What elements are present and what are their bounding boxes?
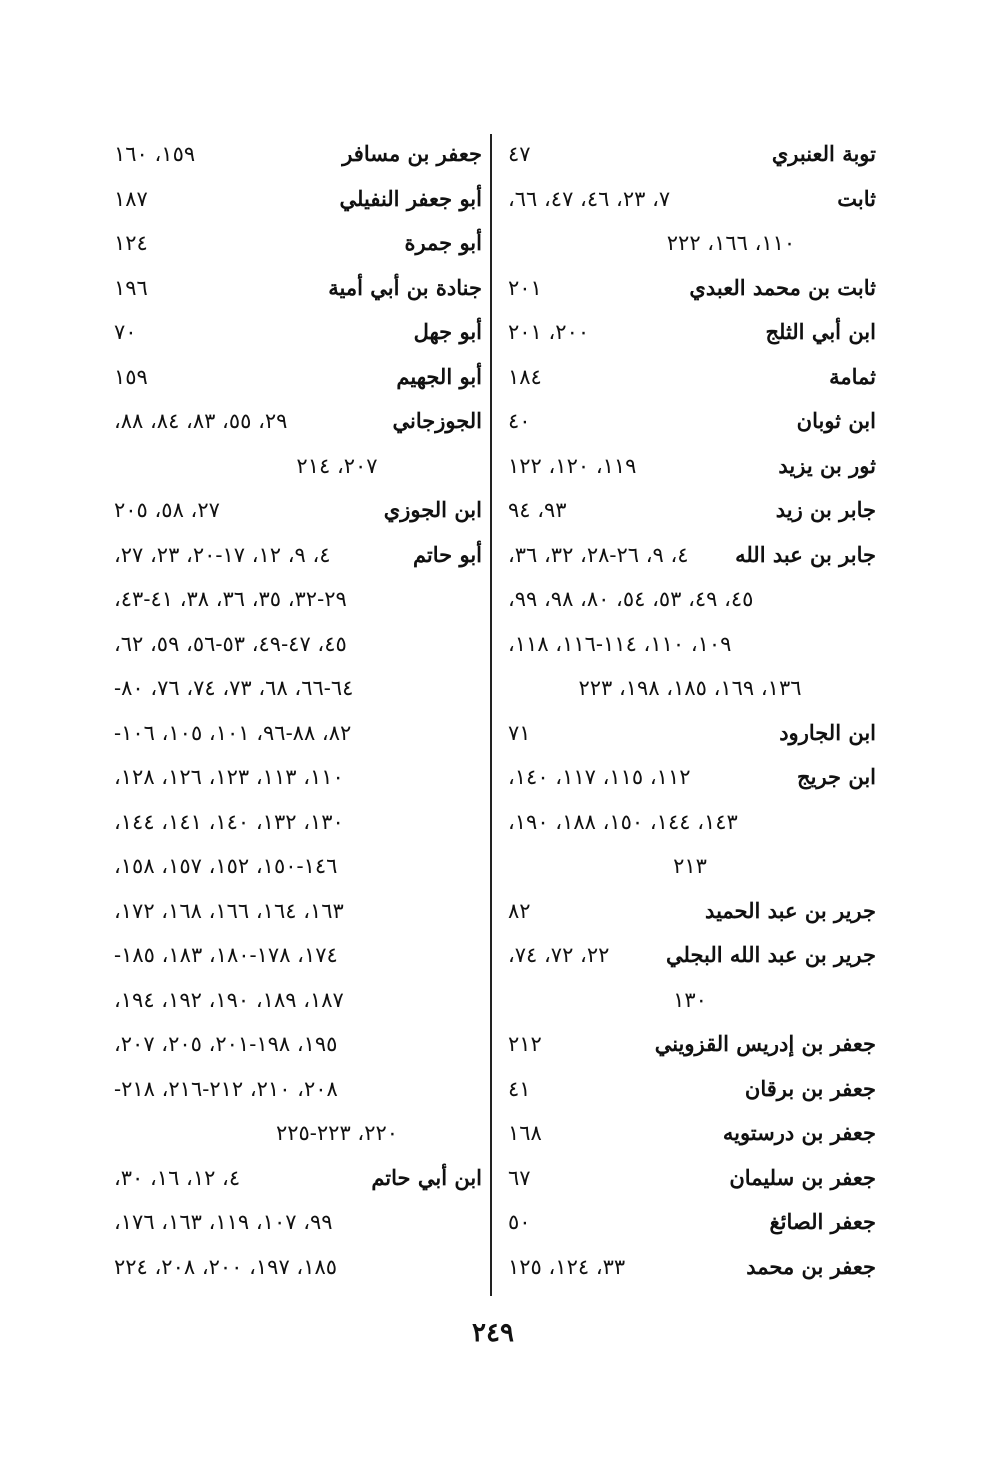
index-entry [494,1156,876,1201]
entry-pages: ١٣٠ [673,987,707,1012]
index-entry [100,266,482,311]
entry-pages: ١١٠، ١١٣، ١٢٣، ١٢٦، ١٢٨، [114,765,344,789]
entry-pages: ٧٠ [114,320,137,344]
entry-pages: ١٦٣، ١٦٤، ١٦٦، ١٦٨، ١٧٢، [114,898,344,923]
entry-pages: ٢٩، ٥٥، ٨٣، ٨٤، ٨٨، [114,409,288,433]
entry-name: ثابت [837,185,876,211]
entry-pages: ٢١٣ [673,854,707,878]
entry-name: جعفر بن سليمان [729,1164,876,1190]
entry-name: ثمامة [829,363,876,389]
entry-name: جعفر بن مسافر [342,141,482,166]
entry-pages: ٤١ [508,1076,531,1101]
entry-pages: ١٤٦-١٥٠، ١٥٢، ١٥٧، ١٥٨، [114,854,338,878]
index-entry [100,355,482,400]
entry-name: ثور بن يزيد [778,452,876,478]
entry-name: ابن جريج [797,764,876,789]
index-entry [494,488,876,533]
entry-pages: ٢٧، ٥٨، ٢٠٥ [114,498,220,522]
index-entry [494,177,876,222]
entry-pages: ١٦٨ [508,1121,542,1145]
entry-pages: ٢٠٠، ٢٠١ [508,320,590,344]
index-entry [494,1067,876,1112]
entry-pages: ١٩٥، ١٩٨-٢٠١، ٢٠٥، ٢٠٧، [114,1032,338,1056]
entry-name: جعفر بن برقان [744,1075,876,1101]
index-entry [100,1156,482,1201]
index-continuation [100,1111,482,1156]
entry-name: أبو جهل [413,319,482,344]
index-entry [100,132,482,177]
index-continuation [494,622,876,667]
entry-pages: ٢٠٧، ٢١٤ [296,453,378,478]
index-entry [494,1022,876,1067]
entry-name: جابر بن عبد الله [735,541,876,567]
index-entry [494,399,876,444]
index-entry [100,533,482,578]
entry-pages: ١٤٣، ١٤٤، ١٥٠، ١٨٨، ١٩٠، [508,809,738,834]
index-continuation [494,800,876,845]
index-entry [494,266,876,311]
entry-pages: ٤٥، ٤٩، ٥٣، ٥٤، ٨٠، ٩٨، ٩٩، [508,587,754,611]
index-continuation [100,844,482,889]
index-continuation [100,933,482,978]
index-entry [494,355,876,400]
entry-pages: ٤، ٩، ٢٦-٢٨، ٣٢، ٣٦، [508,542,689,567]
index-continuation [100,755,482,800]
index-continuation [100,1067,482,1112]
index-continuation [100,800,482,845]
entry-pages: ١٢٤ [114,231,148,255]
entry-pages: ٧١ [508,720,531,745]
entry-pages: ٢٠٨، ٢١٠، ٢١٢-٢١٦، ٢١٨- [114,1076,338,1101]
entry-pages: ٤٠ [508,409,531,433]
index-entry [494,444,876,489]
index-continuation [494,844,876,889]
column-divider [490,134,492,1296]
index-continuation [100,711,482,756]
index-continuation [100,889,482,934]
entry-pages: ٢٢٠، ٢٢٣-٢٢٥ [275,1121,399,1145]
entry-pages: ١٩٦ [114,275,148,300]
index-continuation [494,978,876,1023]
index-continuation [494,577,876,622]
entry-pages: ١٥٩، ١٦٠ [114,142,196,166]
index-continuation [100,444,482,489]
entry-pages: ١٨٧، ١٨٩، ١٩٠، ١٩٢، ١٩٤، [114,987,344,1012]
entry-pages: ٣٣، ١٢٤، ١٢٥ [508,1254,626,1279]
entry-pages: ١٥٩ [114,364,148,389]
entry-pages: ١٠٩، ١١٠، ١١٤-١١٦، ١١٨، [508,631,732,656]
right-index-column [494,132,876,1289]
index-continuation [100,1200,482,1245]
entry-pages: ١٣٠، ١٣٢، ١٤٠، ١٤١، ١٤٤، [114,809,344,834]
entry-name: جعفر الصائغ [769,1209,876,1234]
entry-name: جرير بن عبد الحميد [705,897,876,923]
entry-pages: ١١٠، ١٦٦، ٢٢٢ [666,231,796,255]
index-entry [494,533,876,578]
entry-pages: ٩٩، ١٠٧، ١١٩، ١٦٣، ١٧٦، [114,1210,333,1234]
entry-pages: ٦٧ [508,1165,531,1190]
index-continuation [100,577,482,622]
entry-pages: ٢٢، ٧٢، ٧٤، [508,943,610,967]
entry-name: أبو جمرة [404,230,482,255]
entry-pages: ٩٣، ٩٤ [508,498,567,522]
entry-name: جعفر بن درستويه [722,1120,876,1145]
entry-pages: ١٧٤، ١٧٨-١٨٠، ١٨٣، ١٨٥- [114,943,338,967]
entry-name: الجوزجاني [392,408,482,433]
entry-name: ابن ثوبان [796,408,876,433]
entry-pages: ٧، ٢٣، ٤٦، ٤٧، ٦٦، [508,186,671,211]
index-entry [100,177,482,222]
entry-pages: ٢٠١ [508,275,542,300]
entry-pages: ٨٢ [508,898,531,923]
index-entry [494,132,876,177]
index-continuation [494,666,876,711]
index-entry [494,1200,876,1245]
entry-name: أبو جعفر النفيلي [339,185,482,211]
index-entry [494,1111,876,1156]
index-entry [494,889,876,934]
entry-name: ابن أبي الثلج [765,319,876,344]
entry-pages: ٤، ٩، ١٢، ١٧-٢٠، ٢٣، ٢٧، [114,542,331,567]
entry-name: جعفر بن محمد [746,1253,876,1279]
entry-name: توبة العنبري [771,141,876,166]
page-number: ٢٤٩ [472,1318,514,1348]
index-entry [494,1245,876,1290]
entry-name: أبو الجهيم [396,363,482,389]
index-continuation [100,1245,482,1290]
entry-name: جابر بن زيد [775,497,876,522]
entry-pages: ٤٥، ٤٧-٤٩، ٥٣-٥٦، ٥٩، ٦٢، [114,631,347,656]
index-entry [494,711,876,756]
index-entry [494,933,876,978]
entry-name: أبو حاتم [412,541,482,567]
index-entry [494,310,876,355]
entry-name: ابن الجوزي [383,497,482,522]
index-entry [100,221,482,266]
entry-pages: ٤، ١٢، ١٦، ٣٠، [114,1165,241,1190]
entry-name: ثابت بن محمد العبدي [689,274,876,300]
index-continuation [100,1022,482,1067]
index-entry [494,755,876,800]
entry-pages: ٨٢، ٨٨-٩٦، ١٠١، ١٠٥، ١٠٦- [114,720,352,745]
entry-pages: ٢٩-٣٢، ٣٥، ٣٦، ٣٨، ٤١-٤٣، [114,587,347,611]
index-continuation [100,978,482,1023]
entry-pages: ١١٢، ١١٥، ١١٧، ١٤٠، [508,765,691,789]
entry-pages: ٢١٢ [508,1032,542,1056]
entry-pages: ٥٠ [508,1210,531,1234]
index-entry [100,488,482,533]
entry-name: ابن أبي حاتم [371,1164,482,1190]
entry-pages: ١٨٥، ١٩٧، ٢٠٠، ٢٠٨، ٢٢٤ [114,1254,338,1279]
entry-name: جنادة بن أبي أمية [328,274,482,300]
entry-pages: ٦٤-٦٦، ٦٨، ٧٣، ٧٤، ٧٦، ٨٠- [114,676,354,700]
entry-pages: ٤٧ [508,142,531,166]
index-continuation [100,622,482,667]
entry-name: ابن الجارود [779,719,876,745]
entry-pages: ١١٩، ١٢٠، ١٢٢ [508,453,637,478]
index-entry [100,310,482,355]
left-index-column [100,132,482,1289]
entry-pages: ١٣٦، ١٦٩، ١٨٥، ١٩٨، ٢٢٣ [578,676,802,700]
entry-name: جرير بن عبد الله البجلي [666,942,876,967]
entry-name: جعفر بن إدريس القزويني [654,1031,876,1056]
index-entry [100,399,482,444]
entry-pages: ١٨٧ [114,186,148,211]
entry-pages: ١٨٤ [508,364,542,389]
index-continuation [494,221,876,266]
index-continuation [100,666,482,711]
